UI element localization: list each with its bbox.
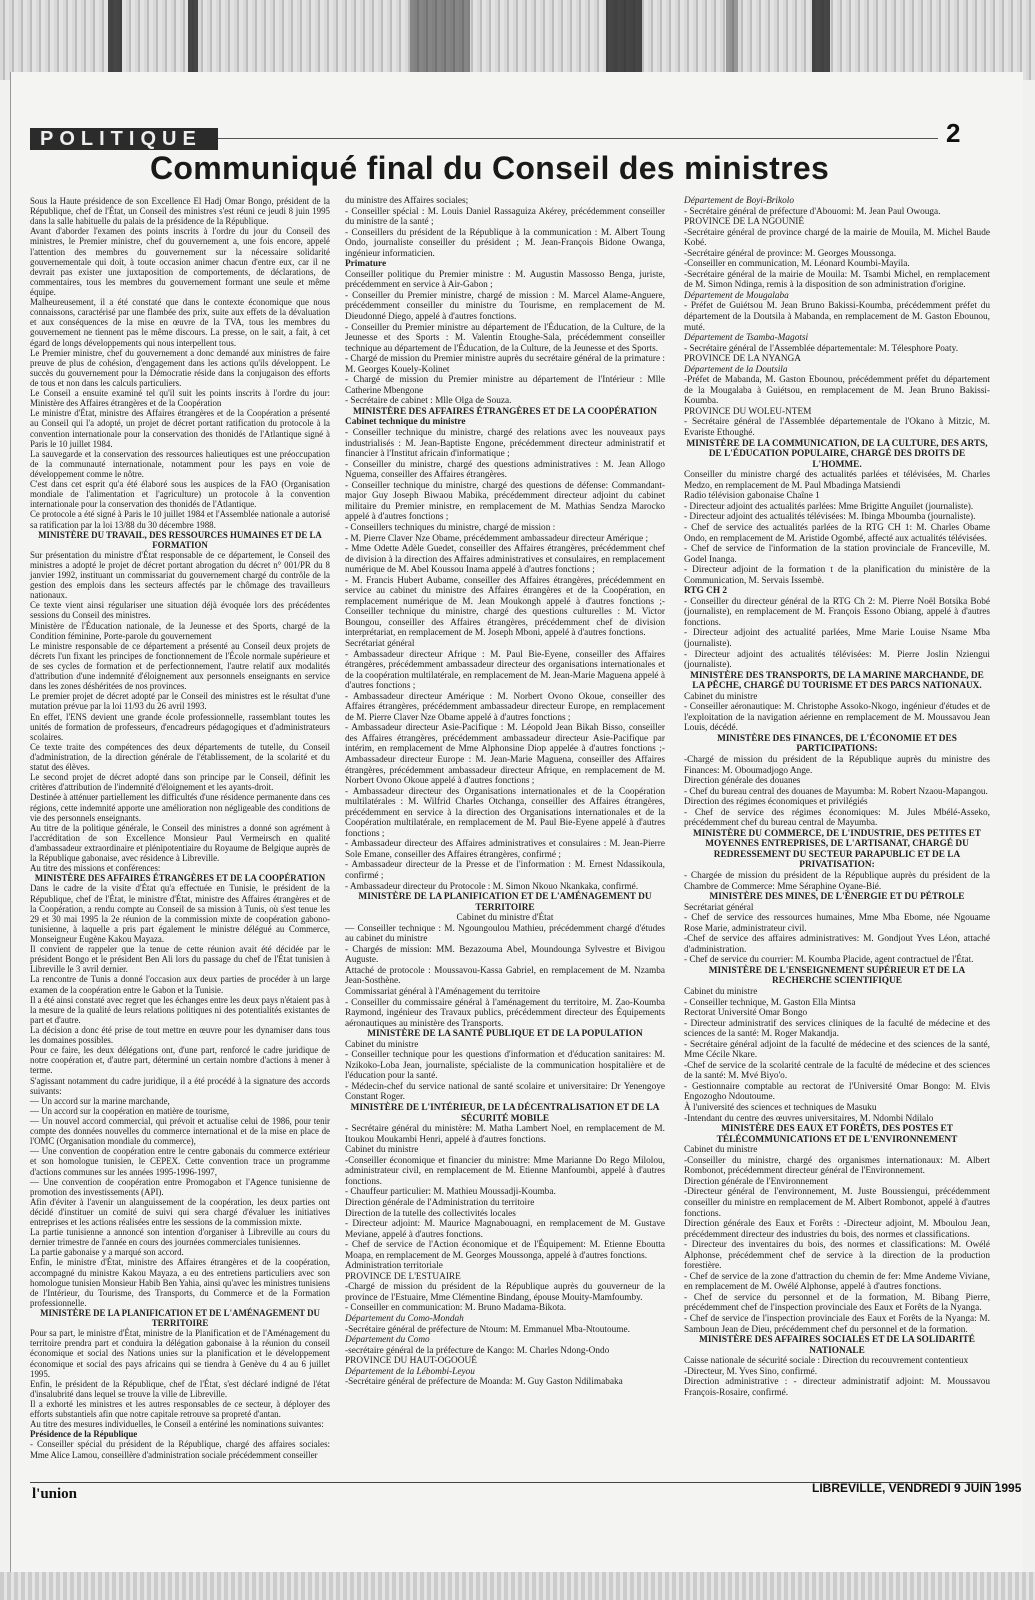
paragraph: - M. Francis Hubert Aubame, conseiller des Affaires étrangères, précédemment en service au cabinet du ministre des Affaires étrangères et de la Coopération, en remplacement numérique de M. Jean Moukongh appelé à d'autres fonctions ;- Conseiller technique du ministre, chargé des questions culturelles : M. Victor Boungou, conseiller des Affaires étrangères, précédemment chef de division interprétariat, en remplacement de M. Joseph Mboni, appelé à d'autres fonctions.	[345, 575, 665, 639]
paragraph: -Directeur général de l'environnement, M. Juste Boussiengui, précédemment conseiller du ministre en remplacement de M. Albert Rombonot, appelé à d'autres fonctions.	[684, 1187, 990, 1219]
paragraph: - Chargés de mission: MM. Bezazouma Abel, Moundounga Sylvestre et Bivigou Auguste.	[345, 944, 665, 966]
sub-heading: Radio télévision gabonaise Chaîne 1	[684, 491, 820, 502]
paragraph: - Directeur adjoint des actualité parlées, Mme Marie Louise Nsame Mba (journaliste).	[684, 628, 990, 649]
paragraph: Ministère de l'Éducation nationale, de la Jeunesse et des Sports, chargé de la Condition féminine, Porte-parole du gouvernement	[30, 620, 330, 641]
paragraph: - Secrétaire général de l'Assemblée départementale de l'Okano à Mitzic, M. Evariste Ethoughé.	[684, 417, 990, 439]
department-heading: Département du Como-Mondah	[345, 1313, 464, 1324]
paragraph: - Ambassadeur directeur de la Presse et de l'information : M. Ernest Ndassikoula, confirmé ;	[345, 860, 665, 881]
paragraph: - Gestionnaire comptable au rectorat de l'Université Omar Bongo: M. Elvis Engozogho Ndoutoume.	[684, 1081, 990, 1103]
paragraph: - Chargé de mission du Premier ministre au département de l'Intérieur : Mlle Catherine Mbengone	[345, 375, 665, 396]
paragraph: Sous la Haute présidence de son Excellence El Hadj Omar Bongo, président de la République, chef de l'État, un Conseil des ministres s'est réuni ce jeudi 8 juin 1995 dans la salle habituelle du palais de la présidence de la République.	[30, 196, 330, 227]
paragraph: - Secrétaire général de préfecture d'Abouomi: M. Jean Paul Owouga.	[684, 206, 941, 217]
section-banner: POLITIQUE	[30, 128, 218, 150]
paragraph: Conseiller du ministre chargé des actualités parlées et télévisées, M. Charles Medzo, en remplacement de M. Paul Mbadinga Matsiendi	[684, 470, 990, 491]
paragraph: - Chargée de mission du président de la République auprès du président de la Chambre de Commerce: Mme Séraphine Oyane-Bié.	[684, 871, 990, 892]
paragraph: Il a été ainsi constaté avec regret que les échanges entre les deux pays n'étaient pas à la mesure de la qualité de leurs relations politiques ni des potentialités existantes de part et d'autre.	[30, 994, 330, 1025]
paragraph: - Conseiller du ministre, chargé des questions administratives : M. Jean Allogo Nguema, conseiller des Affaires étrangères.	[345, 459, 665, 481]
ministry-heading: MINISTÈRE DES AFFAIRES SOCIALES ET DE LA SOLIDARITÉ NATIONALE	[699, 1335, 975, 1356]
paragraph: -Conseiller en communication, M. Léonard Koumbi-Mayila.	[684, 259, 910, 270]
sub-heading: Secrétariat général	[684, 902, 754, 913]
paragraph: - M. Pierre Claver Nze Obame, précédemment ambassadeur directeur Amérique ;	[345, 533, 649, 544]
paragraph: Il a exhorté les ministres et les autres responsables de ce secteur, à déployer des efforts substantiels afin que notre capitale retrouve sa propreté d'antan.	[30, 1399, 330, 1420]
paragraph: Commissariat général à l'Aménagement du territoire	[345, 987, 541, 998]
paragraph: - Ambassadeur directeur des Organisations internationales et de la Coopération multilatérales : M. Wilfrid Charles Otchanga, conseiller des Affaires étrangères, précédemment en service à la direction des Organisations internationales et de la Coopération multilatérale, en remplacement de M. Paul Bie-Eyene appelé à d'autres fonctions ;	[345, 786, 665, 839]
paragraph: - Directeur administratif des services cliniques de la faculté de médecine et des sciences de la santé: M. Roger Makandja.	[684, 1018, 990, 1040]
paragraph: - Conseiller du Premier ministre au département de l'Éducation, de la Culture, de la Jeunesse et des Sports : M. Valentin Etoughe-Sala, précédemment conseiller technique au département de l'Éducation, de la Culture, de la Jeunesse et des Sports.	[345, 322, 665, 354]
paragraph: Dans le cadre de la visite d'État qu'a effectuée en Tunisie, le président de la République, chef de l'État, le ministre d'État, ministre des Affaires étrangères et de la Coopération, a rendu compte au Conseil de sa mission à Tunis, où s'est tenue les 29 et 30 mai 1995 la 2e réunion de la commission mixte de coopération gabono-tunisienne, à laquelle a pris part également le ministre délégué au Commerce, Monseigneur Eugène Kakou Mayaza.	[30, 883, 330, 944]
paragraph: - Secrétaire de cabinet : Mlle Olga de Souza.	[345, 396, 512, 407]
paragraph: - Médecin-chef du service national de santé scolaire et universitaire: Dr Yenengoye Constant Roger.	[345, 1081, 665, 1103]
paragraph: - Mme Odette Adèle Guedet, conseiller des Affaires étrangères, précédemment chef de division à la direction des Affaires administratives et consulaires, en remplacement numérique de M. Abel Koussou Inama appelé à d'autres fonctions ;	[345, 544, 665, 576]
paragraph: - Conseiller technique du ministre, chargé des questions de défense: Commandant-major Guy Joseph Biwaou Mabika, précédemment directeur adjoint du cabinet militaire du Premier ministre, en remplacement de M. Mathias Sendza Marocko appelé à d'autres fonctions ;	[345, 480, 665, 523]
province-heading: PROVINCE DE L'ESTUAIRE	[345, 1271, 461, 1282]
paragraph: Le second projet de décret adopté dans son principe par le Conseil, définit les critères d'attribution de l'indemnité d'éloignement et les ayants-droit.	[30, 772, 330, 793]
paragraph: - Conseiller technique du ministre, chargé des relations avec les nouveaux pays industrialisés : M. Jean-Baptiste Engone, précédemment directeur administratif et financier à l'Institut africain d'informatique ;	[345, 428, 665, 460]
paragraph: Enfin, le président de la République, chef de l'État, s'est déclaré indigné de l'état d'insalubrité dans lequel se trouve la ville de Libreville.	[30, 1378, 330, 1399]
article-column-3	[684, 196, 990, 1398]
department-heading: Département de Mougalaba	[684, 290, 789, 301]
paragraph: - Secrétaire général adjoint de la faculté de médecine et des sciences de la santé, Mme Cécile Nkare.	[684, 1039, 990, 1061]
department-heading: Département du Como	[345, 1335, 430, 1346]
paragraph: Destinée à atténuer partiellement les difficultés d'une résidence permanente dans ces régions, cette indemnité apporte une amélioration non négligeable des conditions de vie des personnels enseignants.	[30, 792, 330, 823]
section-rule	[218, 138, 938, 139]
paragraph: -Intendant du centre des œuvres universitaires, M. Ndombi Ndilalo	[684, 1113, 934, 1124]
paragraph: La rencontre de Tunis a donné l'occasion aux deux parties de procéder à un large examen de la coopération entre le Gabon et la Tunisie.	[30, 974, 330, 995]
article-column-1	[30, 196, 330, 1460]
ministry-heading: MINISTÈRE DE L'INTÉRIEUR, DE LA DÉCENTRALISATION ET DE LA SÉCURITÉ MOBILE	[350, 1103, 660, 1124]
sub-heading: Direction générale des douanes	[684, 776, 801, 787]
paragraph: - Ambassadeur directeur des Affaires administratives et consulaires : M. Jean-Pierre Sole Emane, conseiller des Affaires étrangères, confirmé ;	[345, 839, 665, 860]
list-item: — Une convention de coopération entre Promogabon et l'Agence tunisienne de promotion des investissements (API).	[30, 1176, 330, 1197]
paragraph: La partie gabonaise y a marqué son accord.	[30, 1247, 184, 1258]
paragraph: Ce protocole a été signé à Paris le 10 juillet 1984 et l'Assemblée nationale a autorisé sa ratification par la loi 13/88 du 30 décembre 1988.	[30, 509, 330, 530]
ministry-heading: MINISTÈRE DE LA SANTÉ PUBLIQUE ET DE LA POPULATION	[367, 1029, 643, 1040]
footer-dateline: LIBREVILLE, VENDREDI 9 JUIN 1995	[812, 1481, 1022, 1495]
paragraph: Attaché de protocole : Moussavou-Kassa Gabriel, en remplacement de M. Nzamba Jean-Sosthène.	[345, 965, 665, 987]
ministry-heading: MINISTÈRE DE LA PLANIFICATION ET DE L'AMÉNAGEMENT DU TERRITOIRE	[358, 892, 652, 913]
paragraph: - Chef de service de la zone d'attraction du chemin de fer: Mme Andeme Viviane, en remplacement de M. Owélé Alphonse, appelé à d'autres fonctions.	[684, 1271, 990, 1293]
paragraph: En effet, l'ENS devient une grande école professionnelle, rassemblant toutes les unités de formation de professeurs, d'encadreurs pédagogiques et d'administrateurs scolaires.	[30, 711, 330, 742]
paragraph: -Chef de service des affaires administratives: M. Gondjout Yves Léon, attaché d'administration.	[684, 934, 990, 955]
department-heading: Département de la Lébombi-Leyou	[345, 1366, 475, 1377]
paragraph: - Chef de service des régimes économiques: M. Jules Mbélé-Asseko, précédemment chef du bureau central de Mayumba.	[684, 807, 990, 829]
paragraph: - Ambassadeur directeur Asie-Pacifique : M. Léopold Jean Bikah Bisso, conseiller des Affaires étrangères, précédemment ambassadeur directeur Asie-Pacifique par intérim, en remplacement de Mme Alphonsine Diop appelée à d'autres fonctions ;- Ambassadeur directeur Europe : M. Jean-Marie Maguena, conseiller des Affaires étrangères, précédemment ambassadeur directeur Afrique, en remplacement de M. Norbert Ovono Okoue appelé à d'autres fonctions ;	[345, 723, 665, 787]
sub-heading: Rectorat Université Omar Bongo	[684, 1008, 808, 1019]
paragraph: - Directeur des inventaires du bois, des normes et classifications: M. Owélé Alphonse, précédemment chef de service à la direction de la production forestière.	[684, 1240, 990, 1272]
ministry-heading: MINISTÈRE DE LA PLANIFICATION ET DE L'AMÉNAGEMENT DU TERRITOIRE	[40, 1308, 320, 1329]
department-heading: Département de Tsamba-Magotsi	[684, 333, 809, 344]
paragraph: Le Conseil a ensuite examiné tel qu'il suit les points inscrits à l'ordre du jour: Ministère des Affaires étrangères et de la Coopération	[30, 388, 330, 409]
department-heading: Département de Boyi-Brikolo	[684, 196, 794, 206]
paragraph: Le ministre d'État, ministre des Affaires étrangères et de la Coopération a présenté au Conseil qui l'a adopté, un projet de décret portant ratification du protocole à la convention internationale pour la conservation des thonidés de l'Atlantique signé à Paris le 10 juillet 1984.	[30, 408, 330, 449]
paragraph: - Chargé de mission du Premier ministre auprès du secrétaire général de la primature : M. Georges Kouely-Kolinet	[345, 354, 665, 375]
paragraph: - Chef de service de l'Action économique et de l'Équipement: M. Etienne Eboutta Moapa, en remplacement de M. Georges Moussonga, appelé à d'autres fonctions.	[345, 1240, 665, 1261]
paragraph: C'est dans cet esprit qu'a été élaboré sous les auspices de la FAO (Organisation mondiale de l'alimentation et l'agriculture) un protocole à la convention internationale pour la conservation des thonidés de l'Atlantique.	[30, 479, 330, 510]
paragraph: - Directeur adjoint des actualités télévisées: M. Ibinga Mboumba (journaliste).	[684, 512, 976, 523]
province-heading: PROVINCE DU HAUT-OGOOUÉ	[345, 1356, 477, 1367]
paragraph: - Chef de service de l'inspection provinciale des Eaux et Forêts de la Nyanga: M. Samboun Jean de Dieu, précédemment chef du personnel et de la formation.	[684, 1313, 990, 1335]
paragraph: -Secrétaire général de province: M. Georges Moussonga.	[684, 248, 897, 259]
paragraph: La décision a donc été prise de tout mettre en œuvre pour les dynamiser dans tous les domaines possibles.	[30, 1024, 330, 1046]
paragraph: - Chef de service des actualités parlées de la RTG CH 1: M. Charles Obame Ondo, en remplacement de M. Aristide Ogombé, affecté aux actualités télévisées.	[684, 522, 990, 544]
article-headline: Communiqué final du Conseil des ministres	[150, 150, 830, 186]
sub-heading: Présidence de la République	[30, 1429, 138, 1440]
paragraph: -secrétaire général de la préfecture de Kango: M. Charles Ndong-Ondo	[345, 1345, 610, 1356]
paragraph: -Secrétaire général de préfecture de Ntoum: M. Emmanuel Mba-Ntoutoume.	[345, 1324, 630, 1335]
paragraph: - Directeur adjoint: M. Maurice Magnabouagni, en remplacement de M. Gustave Meviane, appelé à d'autres fonctions.	[345, 1219, 665, 1240]
paragraph: -Secrétaire général de préfecture de Moanda: M. Guy Gaston Ndilimabaka	[345, 1377, 623, 1388]
newspaper-masthead: l'union	[32, 1486, 78, 1502]
paragraph: - Conseiller technique, M. Gaston Ella Mintsa	[684, 997, 856, 1008]
list-item: — Une convention de coopération entre le centre gabonais du commerce extérieur et son homologue tunisien, le CEPEX. Cette convention trace un programme d'actions communes sur les années 1995-1996-1997,	[30, 1146, 330, 1177]
paragraph: Le Premier ministre, chef du gouvernement a donc demandé aux ministres de faire preuve de plus de cohésion, d'engagement dans les actions qu'ils développent. Le succès du gouvernement pour la Démocratie réside dans la conjugaison des efforts de tous et non dans les calculs particuliers.	[30, 347, 330, 388]
paragraph: Le premier projet de décret adopté par le Conseil des ministres est le résultat d'une mutation prévue par la loi 11/93 du 26 avril 1993.	[30, 691, 330, 712]
sub-heading: Direction générale de l'Administration du territoire	[345, 1197, 535, 1208]
ministry-heading: MINISTÈRE DES AFFAIRES ÉTRANGÈRES ET DE LA COOPÉRATION	[352, 406, 658, 417]
paragraph: Pour sa part, le ministre d'État, ministre de la Planification et de l'Aménagement du territoire prendra part et conduira la délégation gabonaise à la réunion du conseil économique et social des Nations unies sur la planification et le développement économique et social des pays africains qui se tiendra à Genève du 4 au 6 juillet 1995.	[30, 1328, 330, 1379]
paragraph: - Ambassadeur directeur Amérique : M. Norbert Ovono Okoue, conseiller des Affaires étrangères, précédemment ambassadeur directeur Europe, en remplacement de M. Pierre Claver Nze Obame appelé à d'autres fonctions ;	[345, 691, 665, 723]
paragraph: - Conseiller du commissaire général à l'aménagement du territoire, M. Zao-Koumba Raymond, ingénieur des Travaux publics, précédemment directeur des Équipements aéronautiques au ministère des Transports.	[345, 997, 665, 1029]
paragraph: -Chef de service de la scolarité centrale de la faculté de médecine et des sciences de la santé: M. Mvé Biyo'o.	[684, 1060, 990, 1082]
paragraph: - Conseiller du directeur général de la RTG Ch 2: M. Pierre Noël Botsika Bobé (journaliste), en remplacement de M. François Essono Obiang, appelé à d'autres fonctions.	[684, 596, 990, 628]
paragraph: - Directeur adjoint de la formation t de la planification du ministère de la Communication, M. Servais Issembè.	[684, 565, 990, 586]
sub-heading: Direction des régimes économiques et privilégiés	[684, 797, 868, 808]
ministry-heading: MINISTÈRE DU TRAVAIL, DES RESSOURCES HUMAINES ET DE LA FORMATION	[38, 529, 322, 550]
paragraph: - Chauffeur particulier: M. Mathieu Moussadji-Koumba.	[345, 1187, 556, 1198]
ministry-heading: MINISTÈRE DES EAUX ET FORÊTS, DES POSTES ET TÉLÉCOMMUNICATIONS ET DE L'ENVIRONNEMENT	[716, 1124, 958, 1145]
scan-bottom-band	[0, 1572, 1035, 1600]
paragraph: - Conseiller aéronautique: M. Christophe Assoko-Nkogo, ingénieur d'études et de l'exploitation de la navigation aérienne en remplacement de M. Moussavou Jean Louis, décédé.	[684, 702, 990, 734]
paragraph: du ministre des Affaires sociales;	[345, 196, 469, 206]
sub-heading: Cabinet du ministre	[684, 987, 758, 998]
paragraph: - Secrétaire général du ministère: M. Matha Lambert Noel, en remplacement de M. Itoukou Moukambi Henri, appelé à d'autres fonctions.	[345, 1124, 665, 1145]
paragraph: Il convient de rappeler que la tenue de cette réunion avait été décidée par le président Bongo et le président Ben Ali lors du passage du chef de l'État tunisien à Libreville le 3 avril dernier.	[30, 944, 330, 975]
paragraph: Ce texte traite des compétences des deux départements de tutelle, du Conseil d'administration, de la direction générale de l'établissement, de la scolarité et du statut des élèves.	[30, 741, 330, 773]
sub-heading: RTG CH 2	[684, 586, 728, 597]
paragraph: Caisse nationale de sécurité sociale : Direction du recouvrement contentieux	[684, 1356, 969, 1367]
page-number: 2	[946, 118, 961, 148]
paragraph: - Chef de service du courrier: M. Koumba Placide, agent contractuel de l'État.	[684, 955, 974, 966]
ministry-heading: MINISTÈRE DES AFFAIRES ÉTRANGÈRES ET DE LA COOPÉRATION	[34, 873, 326, 884]
sub-heading: Primature	[345, 259, 387, 270]
paragraph: Direction administrative : - directeur administratif adjoint: M. Moussavou François-Rosaire, confirmé.	[684, 1377, 990, 1398]
paragraph: - Ambassadeur directeur Afrique : M. Paul Bie-Eyene, conseiller des Affaires étrangères, précédemment ambassadeur directeur des organisations internationales et de la coopération multilatérale, en remplacement de M. Jean-Marie Maguena appelé à d'autres fonctions ;	[345, 649, 665, 692]
paragraph: - Chef de service de l'information de la station provinciale de Franceville, M. Godel Inanga.	[684, 544, 990, 565]
sub-heading: Cabinet du ministre d'État	[456, 913, 554, 924]
paragraph: Le ministre responsable de ce département a présenté au Conseil deux projets de décrets l'un fixant les principes de fonctionnement de l'École normale supérieure et de ses cycles de formation et de perfectionnement, l'autre relatif aux modalités d'attribution d'une indemnité d'éloignement aux personnels enseignants en service dans les zones déshéritées de nos provinces.	[30, 640, 330, 692]
paragraph: -Directeur, M. Yves Sino, confirmé.	[684, 1366, 818, 1377]
ministry-heading: MINISTÈRE DE LA COMMUNICATION, DE LA CULTURE, DES ARTS, DE L'ÉDUCATION POPULAIRE, CHARGÉ DES DROITS DE L'HOMME.	[686, 438, 988, 470]
sub-heading: Cabinet technique du ministre	[345, 417, 466, 428]
paragraph: - Conseillers techniques du ministre, chargé de mission :	[345, 522, 556, 533]
sub-heading: Cabinet du ministre	[684, 691, 758, 702]
paragraph: — Conseiller technique : M. Ngoungoulou Mathieu, précédemment chargé d'études au cabinet du ministre	[345, 923, 665, 945]
article-column-2	[345, 196, 665, 1388]
paragraph: - Chef du bureau central des douanes de Mayumba: M. Robert Nzaou-Mapangou.	[684, 786, 988, 797]
paragraph: Ce texte vient ainsi régulariser une situation déjà évoquée lors des précédentes sessions du Conseil des ministres.	[30, 600, 330, 621]
paragraph: - Conseiller spécial : M. Louis Daniel Rassaguiza Akérey, précédemment conseiller du ministre de la santé ;	[345, 206, 665, 228]
paragraph: À l'université des sciences et techniques de Masuku	[684, 1103, 877, 1114]
sub-heading: Direction de la tutelle des collectivités locales	[345, 1208, 516, 1219]
paragraph: Au titre de la politique générale, le Conseil des ministres a donné son agrément à l'accréditation de son Excellence Monsieur Paul Vermeirsch en qualité d'ambassadeur extraordinaire et plénipotentiaire du Royaume de Belgique auprès de la République gabonaise, avec résidence à Libreville.	[30, 822, 330, 864]
paragraph: - Conseiller technique pour les questions d'information et d'éducation sanitaires: M. Nzikoko-Loba Jean, journaliste, spécialiste de la communication hospitalière et de l'éducation pour la santé.	[345, 1050, 665, 1082]
ministry-heading: MINISTÈRE DES MINES, DE L'ÉNERGIE ET DU PÉTROLE	[709, 892, 965, 903]
ministry-heading: MINISTÈRE DE L'ENSEIGNEMENT SUPÉRIEUR ET DE LA RECHERCHE SCIENTIFIQUE	[708, 965, 966, 987]
paragraph: -Chargé de mission du président de la République auprès du ministre des Finances: M. Oboumadjogo Ange.	[684, 754, 990, 776]
paragraph: - Conseiller en communication: M. Bruno Madama-Bikota.	[345, 1303, 567, 1314]
sub-heading: Direction générale de l'Environnement	[684, 1176, 828, 1187]
paragraph: - Chef de service des ressources humaines, Mme Mba Ebome, née Ngouame Rose Marie, administrateur civil.	[684, 913, 990, 934]
sub-heading: Cabinet du ministre	[684, 1145, 758, 1156]
paragraph: Sur présentation du ministre d'État responsable de ce département, le Conseil des ministres a adopté le projet de décret portant abrogation du décret n° 001/PR du 8 janvier 1992, instituant un commissariat du gouvernement chargé du contrôle de la gestion des emplois dans les secteurs affectés par le chômage des travailleurs nationaux.	[30, 549, 330, 601]
paragraph: Malheureusement, il a été constaté que dans le contexte économique que nous connaissons, caractérisé par une flambée des prix, suite aux effets de la dévaluation et aux conséquences de la mise en œuvre de la TVA, tous les membres du gouvernement ne tiennent pas le même discours. La presse, on le sait, a fait, à cet égard de longs développements qui nous interpellent tous.	[30, 297, 330, 348]
paragraph: Au titre des missions et conférences:	[30, 863, 161, 874]
paragraph: - Directeur adjoint des actualités télévisées: M. Pierre Joslin Nziengui (journaliste).	[684, 649, 990, 671]
paragraph: - Directeur adjoint des actualités parlées: Mme Brigitte Anguilet (journaliste).	[684, 501, 974, 512]
paragraph: -Conseiller du ministre, chargé des organismes internationaux: M. Albert Rombonot, précédemment directeur général de l'Environnement.	[684, 1155, 990, 1177]
paragraph: -Conseiller économique et financier du ministre: Mme Marianne Do Rego Milolou, administrateur civil, en remplacement de M. Etienne Manfoumbi, appelé à d'autres fonctions.	[345, 1155, 665, 1187]
list-item: — Un nouvel accord commercial, qui prévoit et actualise celui de 1986, pour tenir compte des données nouvelles du commerce international et de la mise en place de l'OMC (Organisation mondiale du commerce),	[30, 1115, 330, 1147]
paragraph: - Chef de service du personnel et de la formation, M. Bibang Pierre, précédemment chef de l'inspection provinciale des Eaux et Forêts de la Nyanga.	[684, 1292, 990, 1314]
department-heading: Département de la Doutsila	[684, 364, 788, 375]
ministry-heading: MINISTÈRE DES TRANSPORTS, DE LA MARINE MARCHANDE, DE LA PÊCHE, CHARGÉ DU TOURISME ET DES PARCS NATIONAUX.	[690, 670, 984, 692]
ministry-heading: MINISTÈRE DU COMMERCE, DE L'INDUSTRIE, DES PETITES ET MOYENNES ENTREPRISES, DE L'ARTISANAT, CHARGÉ DU REDRESSEMENT DU SECTEUR PARAPUBLIC ET DE LA PRIVATISATION:	[692, 828, 981, 871]
paragraph: - Conseiller du Premier ministre, chargé de mission : M. Marcel Alame-Anguere, précédemment conseiller du ministre du Tourisme, en remplacement de M. Dieudonné Diego, appelé à d'autres fonctions.	[345, 290, 665, 323]
province-heading: PROVINCE DU WOLEU-NTEM	[684, 406, 812, 417]
paragraph: La partie tunisienne a annoncé son intention d'organiser à Libreville au cours du dernier trimestre de l'année en cours des journées commerciales tunisiennes.	[30, 1227, 330, 1248]
paragraph: Afin d'éviter à l'avenir un alanguissement de la coopération, les deux parties ont décidé d'instituer un comité de suivi qui sera chargé d'évaluer les initiatives entreprises et les actions réalisées entre les sessions de la commission mixte.	[30, 1196, 330, 1228]
sub-heading: Cabinet du ministre	[345, 1145, 419, 1156]
paragraph: Direction générale des Eaux et Forêts : -Directeur adjoint, M. Mboulou Jean, précédemment directeur des industries du bois, des normes et classifications.	[684, 1219, 990, 1240]
sub-heading: Cabinet du ministre	[345, 1039, 419, 1050]
paragraph: - Secrétaire général de l'Assemblée départementale: M. Télesphore Poaty.	[684, 343, 959, 354]
sub-heading: Administration territoriale	[345, 1261, 443, 1272]
paragraph: Au titre des mesures individuelles, le Conseil a entériné les nominations suivantes:	[30, 1419, 324, 1430]
paragraph: Pour ce faire, les deux délégations ont, d'une part, renforcé le cadre juridique de notre coopération et, d'autre part, déterminé un certain nombre d'actions à mener à terme.	[30, 1045, 330, 1076]
scan-top-band	[0, 0, 1035, 80]
list-item: — Un accord sur la marine marchande,	[30, 1095, 170, 1106]
list-item: — Un accord sur la coopération en matière de tourisme,	[30, 1105, 230, 1116]
paragraph: -Chargé de mission du président de la République auprès du gouverneur de la province de l'Estuaire, Mme Clémentine Bindang, épouse Mouity-Mamfoumby.	[345, 1282, 665, 1303]
paragraph: - Préfet de Guiétsou M. Jean Bruno Bakissi-Koumba, précédemment préfet du département de la Doutsila à Mabanda, en remplacement de M. Gaston Ebounou, muté.	[684, 301, 990, 333]
paragraph: - Ambassadeur directeur du Protocole : M. Simon Nkouo Nkankaka, confirmé.	[345, 881, 639, 892]
ministry-heading: MINISTÈRE DES FINANCES, DE L'ÉCONOMIE ET DES PARTICIPATIONS:	[717, 733, 957, 755]
sub-heading: Secrétariat général	[345, 638, 415, 649]
paragraph: -Secrétaire général de la mairie de Mouila: M. Tsambi Michel, en remplacement de M. Simon Ndinga, remis à la disposition de son administration d'origine.	[684, 269, 990, 291]
paragraph: Enfin, le ministre d'État, ministre des Affaires étrangères et de la coopération, accompagné du ministre Kakou Mayaza, a eu des entretiens particuliers avec son homologue tunisien Monsieur Habib Ben Yahia, ainsi qu'avec les ministres tunisiens de l'Intérieur, du Tourisme, des Transports, du Commerce et de la Formation professionnelle.	[30, 1257, 330, 1308]
paragraph: -Secrétaire général de province chargé de la mairie de Mouila, M. Michel Baude Kobé.	[684, 227, 990, 249]
province-heading: PROVINCE DE LA NYANGA	[684, 354, 801, 365]
paragraph: -Préfet de Mabanda, M. Gaston Ebounou, précédemment préfet du département de la Mougalaba à Guiétsou, en remplacement de M. Jean Bruno Bakissi-Koumba.	[684, 375, 990, 407]
paragraph: - Conseiller spécial du président de la République, chargé des affaires sociales: Mme Alice Lamou, conseillère d'administration sociale précédemment conseiller	[30, 1439, 330, 1460]
paragraph: La sauvegarde et la conservation des ressources halieutiques est une préoccupation de la communauté internationale, notamment pour les pays en voie de développement comme le nôtre.	[30, 448, 330, 479]
province-heading: PROVINCE DE LA NGOUNIÉ	[684, 217, 805, 228]
paragraph: S'agissant notamment du cadre juridique, il a été procédé à la signature des accords suivants:	[30, 1075, 330, 1096]
paragraph: Avant d'aborder l'examen des points inscrits à l'ordre du jour du Conseil des ministres, le Premier ministre, chef du gouvernement a, une fois encore, appelé l'attention des membres du gouvernement sur la nécessaire solidarité gouvernementale qui doit, à toute occasion animer chacun d'entre eux, car il ne devrait pas exister une juxtaposition de comportements, de déclarations, de commentaires, tous les membres du gouvernement formant une seule et même équipe.	[30, 226, 330, 297]
paragraph: Conseiller politique du Premier ministre : M. Augustin Massosso Benga, juriste, précédemment en service à Air-Gabon ;	[345, 269, 665, 291]
paragraph: - Conseillers du président de la République à la communication : M. Albert Toung Ondo, journaliste conseiller du président ; M. Jean-François Bidone Owanga, ingénieur informaticien.	[345, 227, 665, 259]
